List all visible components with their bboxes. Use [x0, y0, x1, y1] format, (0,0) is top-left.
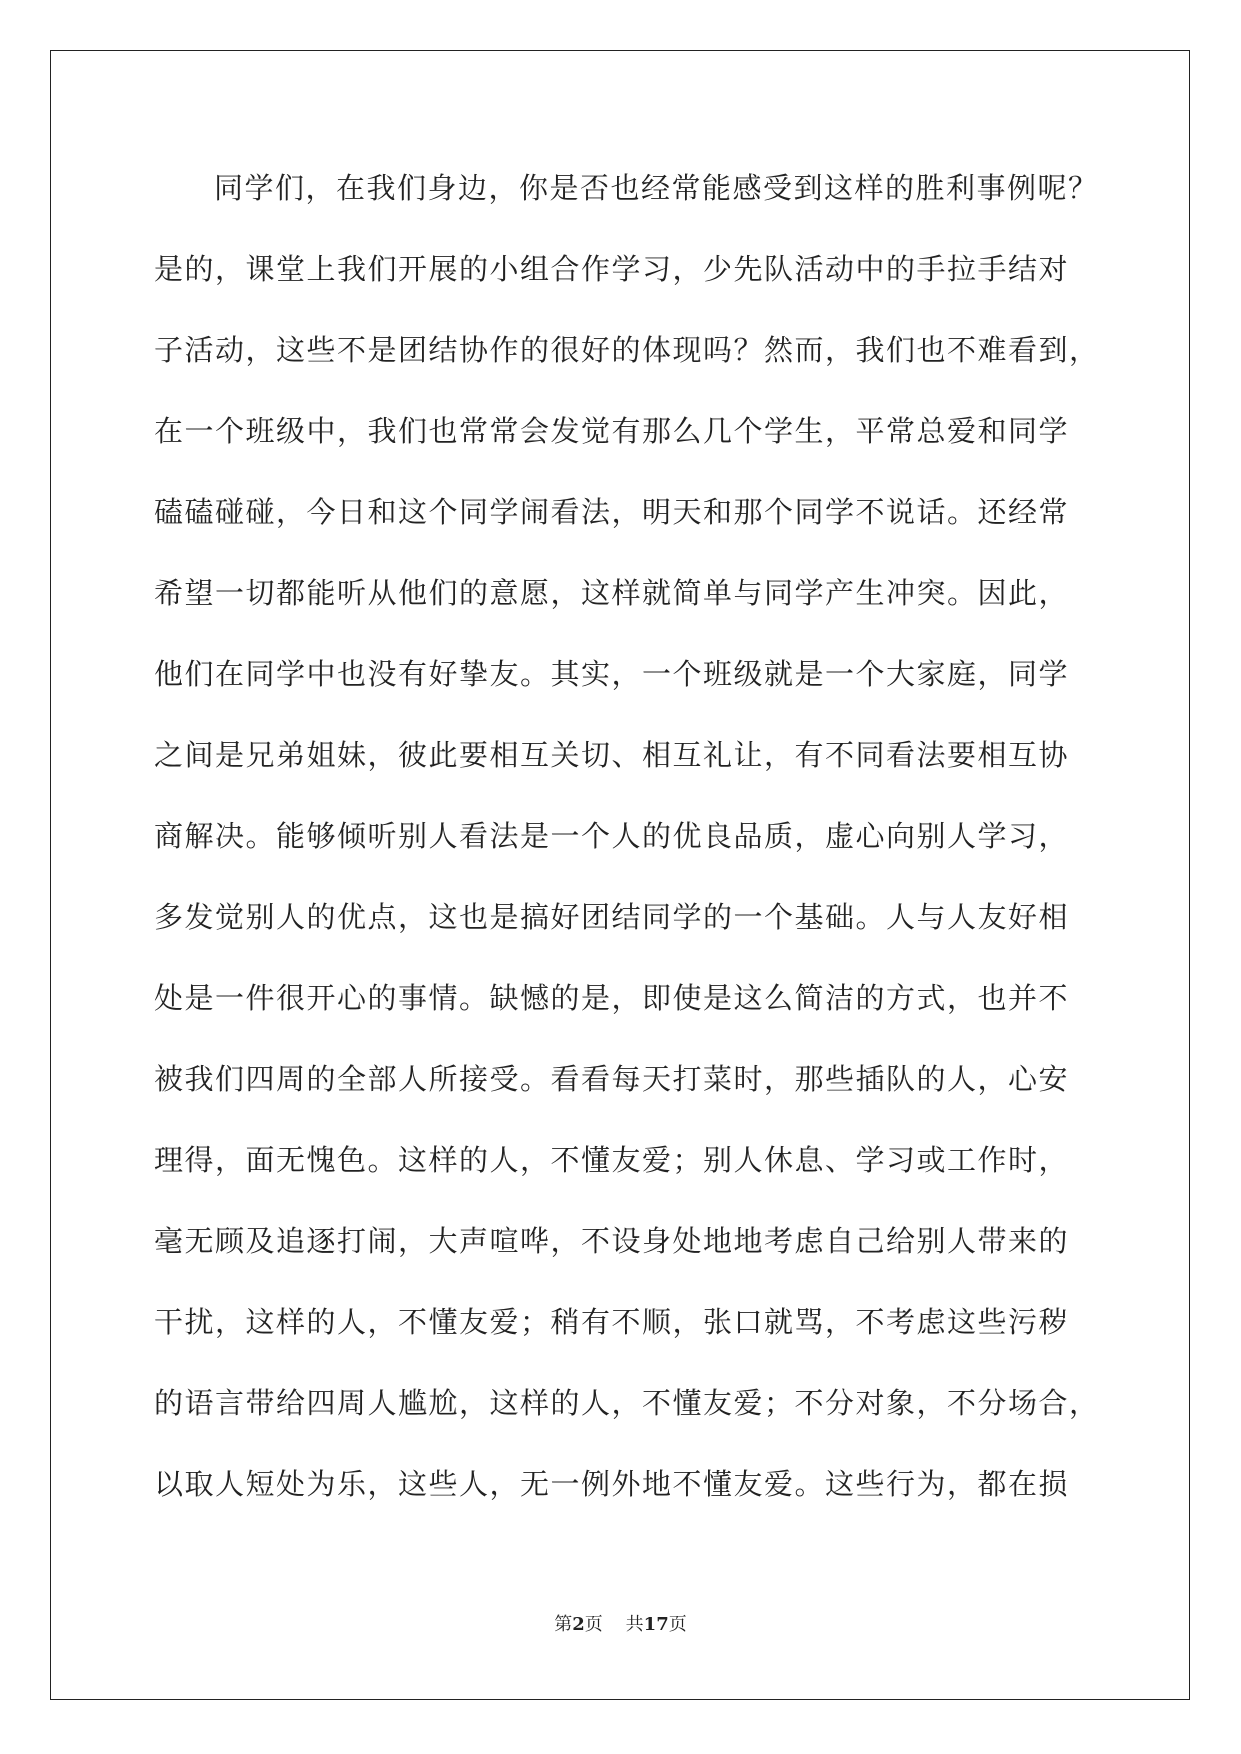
- text-line: 多发觉别人的优点，这也是搞好团结同学的一个基础。人与人友好相: [154, 900, 1070, 934]
- total-prefix: 共: [625, 1614, 644, 1635]
- text-line: 理得，面无愧色。这样的人，不懂友爱；别人休息、学习或工作时，: [154, 1143, 1070, 1177]
- text-line: 以取人短处为乐，这些人，无一例外地不懂友爱。这些行为，都在损: [154, 1467, 1070, 1501]
- text-line: 之间是兄弟姐妹，彼此要相互关切、相互礼让，有不同看法要相互协: [154, 738, 1070, 772]
- page-footer: [0, 1610, 1241, 1636]
- page-total: 17: [643, 1614, 669, 1635]
- text-line: 被我们四周的全部人所接受。看看每天打菜时，那些插队的人，心安: [154, 1062, 1070, 1096]
- text-line: 的语言带给四周人尴尬，这样的人，不懂友爱；不分对象，不分场合，: [154, 1386, 1100, 1420]
- text-line: 子活动，这些不是团结协作的很好的体现吗？然而，我们也不难看到，: [154, 333, 1100, 367]
- text-line: 在一个班级中，我们也常常会发觉有那么几个学生，平常总爱和同学: [154, 414, 1070, 448]
- text-line: 同学们，在我们身边，你是否也经常能感受到这样的胜利事例呢？: [214, 171, 1099, 205]
- text-line: 希望一切都能听从他们的意愿，这样就简单与同学产生冲突。因此，: [154, 576, 1070, 610]
- text-line: 商解决。能够倾听别人看法是一个人的优良品质，虚心向别人学习，: [154, 819, 1070, 853]
- page-prefix: 第: [554, 1614, 573, 1635]
- text-line: 处是一件很开心的事情。缺憾的是，即使是这么简洁的方式，也并不: [154, 981, 1070, 1015]
- text-line: 是的，课堂上我们开展的小组合作学习，少先队活动中的手拉手结对: [154, 252, 1070, 286]
- body-text: [154, 166, 1100, 1543]
- total-unit: 页: [668, 1614, 687, 1635]
- text-line: 磕磕碰碰，今日和这个同学闹看法，明天和那个同学不说话。还经常: [154, 495, 1070, 529]
- page-current: 2: [572, 1614, 585, 1635]
- text-line: 毫无顾及追逐打闹，大声喧哗，不设身处地地考虑自己给别人带来的: [154, 1224, 1070, 1258]
- text-line: 干扰，这样的人，不懂友爱；稍有不顺，张口就骂，不考虑这些污秽: [154, 1305, 1070, 1339]
- page-unit: 页: [584, 1614, 603, 1635]
- text-line: 他们在同学中也没有好挚友。其实，一个班级就是一个大家庭，同学: [154, 657, 1070, 691]
